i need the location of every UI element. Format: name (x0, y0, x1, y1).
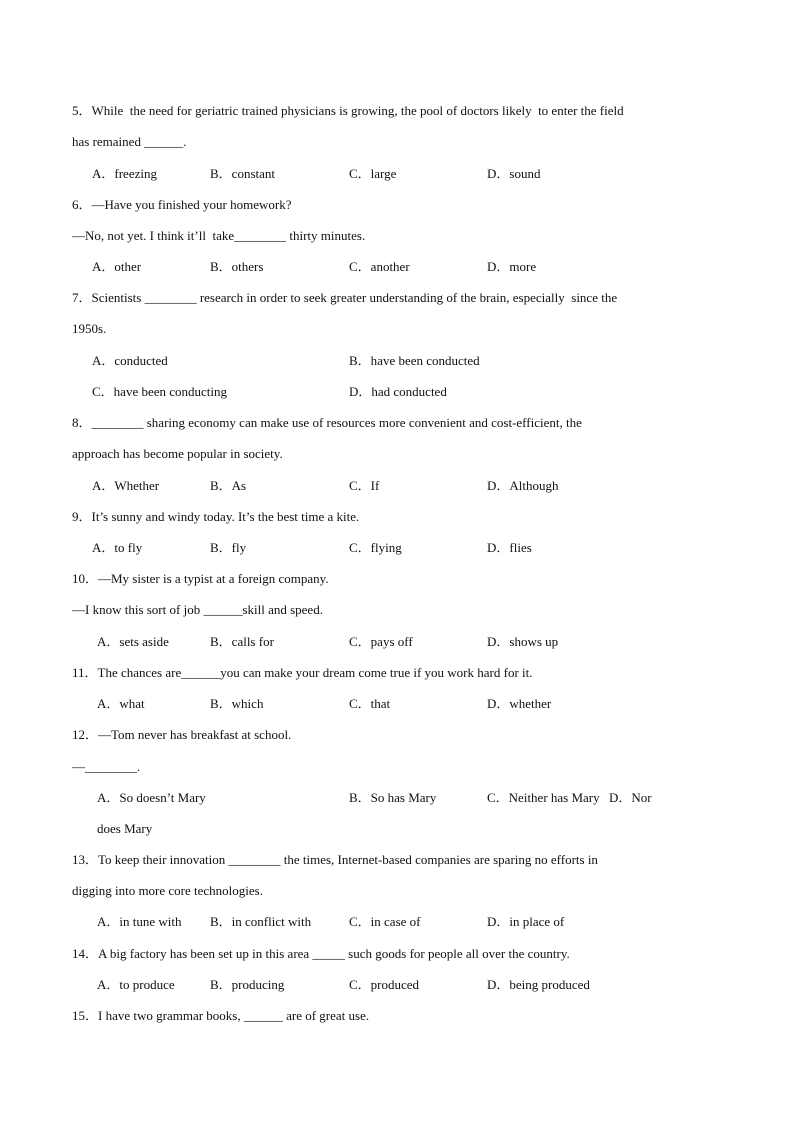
q10-stem-line1: 10．—My sister is a typist at a foreign company. (72, 571, 329, 586)
q11-option-b: B．which (210, 696, 264, 711)
q13-option-c: C．in case of (349, 914, 421, 929)
q7-option-d: D．had conducted (349, 384, 447, 399)
q7-option-a: A．conducted (92, 353, 168, 368)
q12-option-c: C．Neither has Mary (487, 790, 600, 805)
q6-option-d: D．more (487, 259, 537, 274)
q10-option-c: C．pays off (349, 634, 413, 649)
q12-stem-line1: 12．—Tom never has breakfast at school. (72, 727, 292, 742)
q5-option-c: C．large (349, 166, 397, 181)
q11-option-d: D．whether (487, 696, 552, 711)
q13-stem-line1: 13．To keep their innovation ________ the times, Internet-based companies are sparing no efforts in (72, 852, 598, 867)
q9-option-a: A．to fly (92, 540, 143, 555)
q9-option-c: C．flying (349, 540, 402, 555)
q14-stem-line1: 14．A big factory has been set up in this area _____ such goods for people all over the country. (72, 946, 570, 961)
q14-option-c: C．produced (349, 977, 420, 992)
q10-stem-line2: —I know this sort of job ______skill and speed. (72, 602, 323, 617)
q10-option-b: B．calls for (210, 634, 274, 649)
q8-option-a: A．Whether (92, 478, 160, 493)
q8-option-c: C．If (349, 478, 380, 493)
q5-option-d: D．sound (487, 166, 541, 181)
q13-option-d: D．in place of (487, 914, 565, 929)
q6-stem-line2: —No, not yet. I think it’ll take________ thirty minutes. (72, 228, 366, 243)
q12-stem-line2: —________. (72, 759, 141, 774)
q6-option-a: A．other (92, 259, 142, 274)
q5-stem-line2: has remained ______. (72, 134, 187, 149)
q13-stem-line2: digging into more core technologies. (72, 883, 263, 898)
q10-option-a: A．sets aside (97, 634, 169, 649)
q11-stem-line1: 11．The chances are______you can make your dream come true if you work hard for it. (72, 665, 533, 680)
q5-stem-line1: 5．While the need for geriatric trained physicians is growing, the pool of doctors likely to enter the field (72, 103, 624, 118)
q6-option-b: B．others (210, 259, 264, 274)
q14-option-a: A．to produce (97, 977, 175, 992)
q10-option-d: D．shows up (487, 634, 559, 649)
q12-option-b: B．So has Mary (349, 790, 437, 805)
q14-option-b: B．producing (210, 977, 285, 992)
q8-stem-line1: 8．________ sharing economy can make use of resources more convenient and cost-efficient, the (72, 415, 582, 430)
q9-option-d: D．flies (487, 540, 532, 555)
q8-stem-line2: approach has become popular in society. (72, 446, 283, 461)
q12-option-d: D．Nor (609, 790, 652, 805)
q8-option-b: B．As (210, 478, 247, 493)
q5-option-a: A．freezing (92, 166, 157, 181)
q5-option-b: B．constant (210, 166, 275, 181)
q11-option-c: C．that (349, 696, 391, 711)
q13-option-a: A．in tune with (97, 914, 182, 929)
q12-option-a: A．So doesn’t Mary (97, 790, 206, 805)
q7-option-c: C．have been conducting (92, 384, 228, 399)
q13-option-b: B．in conflict with (210, 914, 312, 929)
q6-stem-line1: 6．—Have you finished your homework? (72, 197, 292, 212)
q8-option-d: D．Although (487, 478, 559, 493)
q7-stem-line1: 7．Scientists ________ research in order to seek greater understanding of the brain, especially since the (72, 290, 618, 305)
q15-stem-line1: 15．I have two grammar books, ______ are of great use. (72, 1008, 370, 1023)
q14-option-d: D．being produced (487, 977, 590, 992)
q9-option-b: B．fly (210, 540, 247, 555)
q9-stem-line1: 9．It’s sunny and windy today. It’s the best time a kite. (72, 509, 360, 524)
q7-option-b: B．have been conducted (349, 353, 480, 368)
q7-stem-line2: 1950s. (72, 321, 107, 336)
q6-option-c: C．another (349, 259, 410, 274)
q12-option-d-continued: does Mary (97, 821, 153, 836)
q11-option-a: A．what (97, 696, 145, 711)
